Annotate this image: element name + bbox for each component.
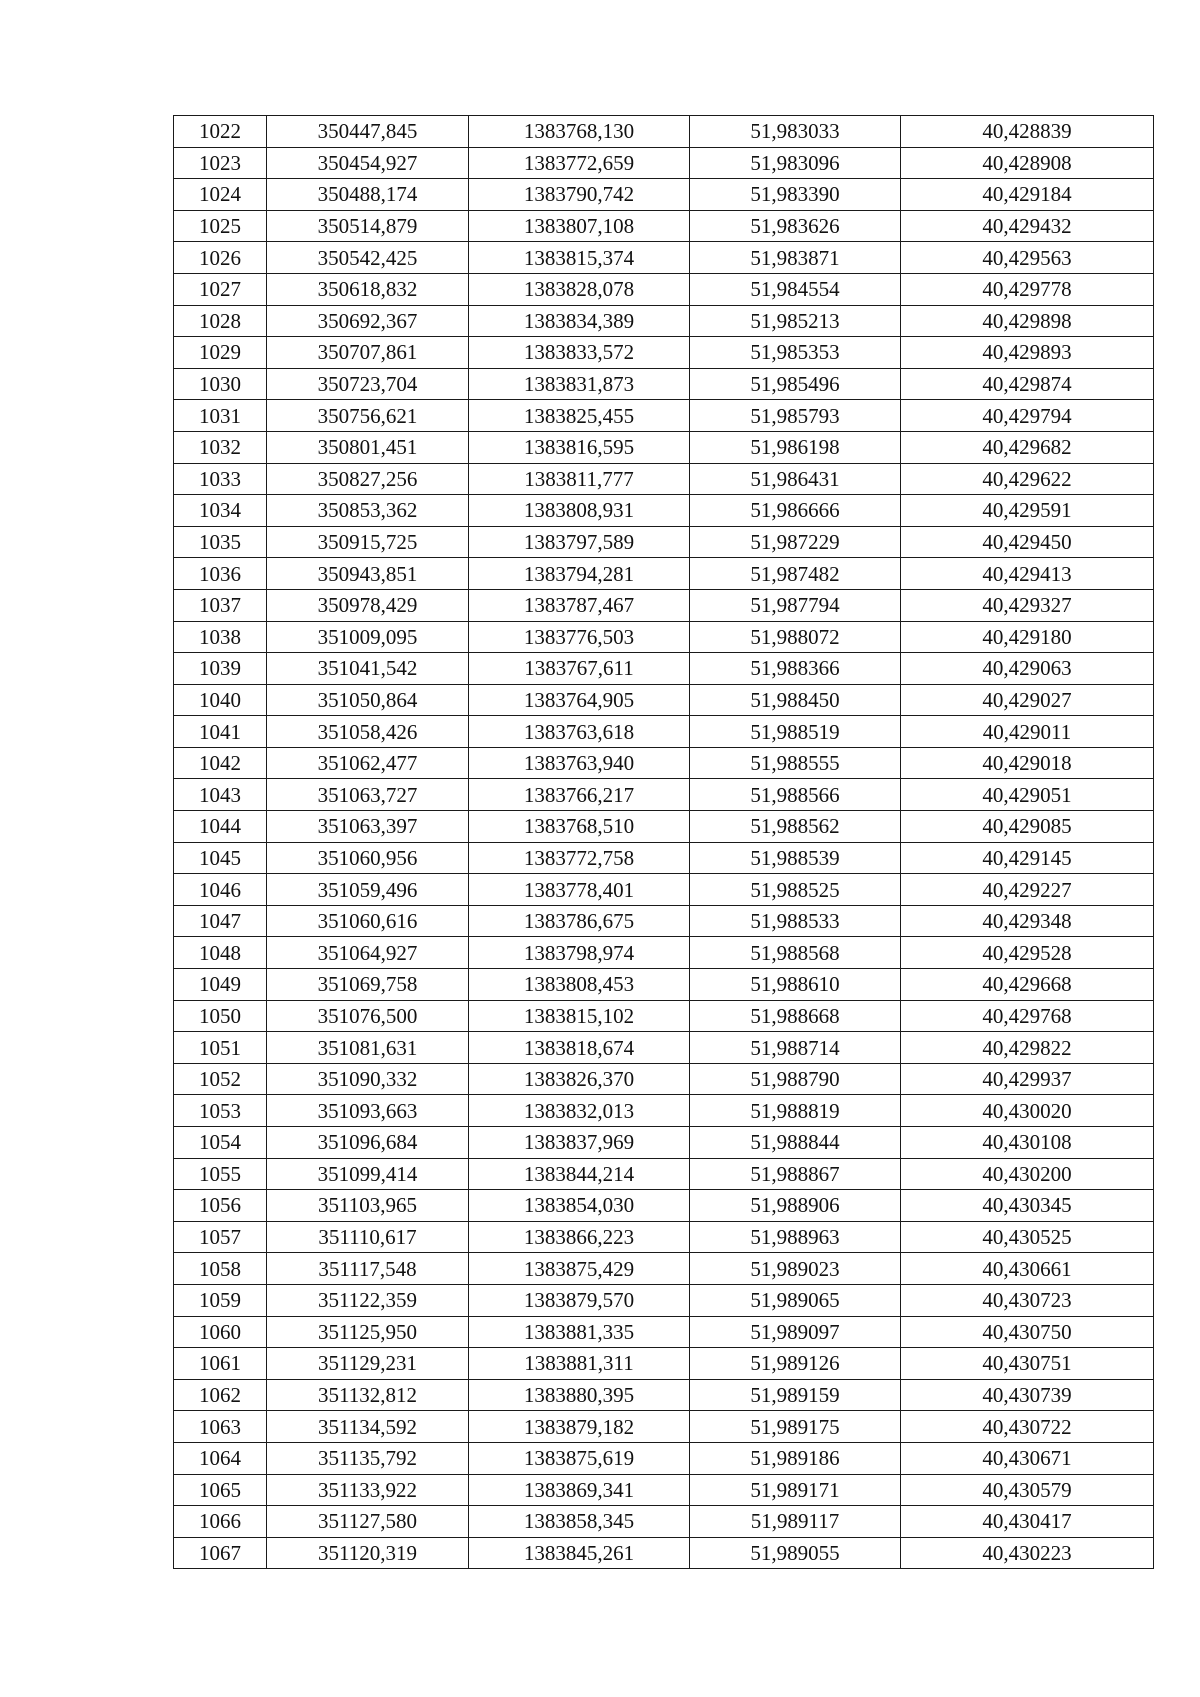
x-coordinate-cell: 350488,174 — [267, 179, 469, 211]
longitude-cell: 40,429668 — [901, 969, 1154, 1001]
point-number-cell: 1025 — [174, 210, 267, 242]
x-coordinate-cell: 350723,704 — [267, 368, 469, 400]
latitude-cell: 51,986431 — [690, 463, 901, 495]
point-number-cell: 1053 — [174, 1095, 267, 1127]
latitude-cell: 51,989159 — [690, 1379, 901, 1411]
point-number-cell: 1058 — [174, 1253, 267, 1285]
table-row — [174, 179, 1154, 211]
x-coordinate-cell: 350454,927 — [267, 147, 469, 179]
table-row — [174, 1348, 1154, 1380]
latitude-cell: 51,987794 — [690, 589, 901, 621]
x-coordinate-cell: 351093,663 — [267, 1095, 469, 1127]
y-coordinate-cell: 1383833,572 — [469, 337, 690, 369]
longitude-cell: 40,429794 — [901, 400, 1154, 432]
table-row — [174, 653, 1154, 685]
y-coordinate-cell: 1383794,281 — [469, 558, 690, 590]
table-row — [174, 116, 1154, 148]
x-coordinate-cell: 350447,845 — [267, 116, 469, 148]
y-coordinate-cell: 1383786,675 — [469, 905, 690, 937]
table-row — [174, 937, 1154, 969]
y-coordinate-cell: 1383816,595 — [469, 431, 690, 463]
point-number-cell: 1036 — [174, 558, 267, 590]
latitude-cell: 51,988668 — [690, 1000, 901, 1032]
x-coordinate-cell: 350618,832 — [267, 273, 469, 305]
x-coordinate-cell: 351127,580 — [267, 1506, 469, 1538]
point-number-cell: 1029 — [174, 337, 267, 369]
longitude-cell: 40,429180 — [901, 621, 1154, 653]
x-coordinate-cell: 351041,542 — [267, 653, 469, 685]
y-coordinate-cell: 1383828,078 — [469, 273, 690, 305]
table-row — [174, 1379, 1154, 1411]
table-row — [174, 526, 1154, 558]
point-number-cell: 1046 — [174, 874, 267, 906]
longitude-cell: 40,428839 — [901, 116, 1154, 148]
y-coordinate-cell: 1383797,589 — [469, 526, 690, 558]
x-coordinate-cell: 351133,922 — [267, 1474, 469, 1506]
point-number-cell: 1048 — [174, 937, 267, 969]
longitude-cell: 40,430200 — [901, 1158, 1154, 1190]
x-coordinate-cell: 351076,500 — [267, 1000, 469, 1032]
y-coordinate-cell: 1383875,429 — [469, 1253, 690, 1285]
y-coordinate-cell: 1383811,777 — [469, 463, 690, 495]
x-coordinate-cell: 351122,359 — [267, 1284, 469, 1316]
point-number-cell: 1023 — [174, 147, 267, 179]
x-coordinate-cell: 350827,256 — [267, 463, 469, 495]
longitude-cell: 40,428908 — [901, 147, 1154, 179]
point-number-cell: 1033 — [174, 463, 267, 495]
x-coordinate-cell: 351099,414 — [267, 1158, 469, 1190]
x-coordinate-cell: 350514,879 — [267, 210, 469, 242]
point-number-cell: 1054 — [174, 1127, 267, 1159]
latitude-cell: 51,989117 — [690, 1506, 901, 1538]
y-coordinate-cell: 1383858,345 — [469, 1506, 690, 1538]
table-row — [174, 747, 1154, 779]
y-coordinate-cell: 1383869,341 — [469, 1474, 690, 1506]
table-row — [174, 1158, 1154, 1190]
table-row — [174, 1127, 1154, 1159]
longitude-cell: 40,430750 — [901, 1316, 1154, 1348]
latitude-cell: 51,988555 — [690, 747, 901, 779]
x-coordinate-cell: 351069,758 — [267, 969, 469, 1001]
latitude-cell: 51,989065 — [690, 1284, 901, 1316]
y-coordinate-cell: 1383772,659 — [469, 147, 690, 179]
point-number-cell: 1050 — [174, 1000, 267, 1032]
latitude-cell: 51,989023 — [690, 1253, 901, 1285]
x-coordinate-cell: 351096,684 — [267, 1127, 469, 1159]
table-row — [174, 621, 1154, 653]
table-row — [174, 1253, 1154, 1285]
table-row — [174, 874, 1154, 906]
longitude-cell: 40,429893 — [901, 337, 1154, 369]
longitude-cell: 40,429937 — [901, 1063, 1154, 1095]
table-row — [174, 1506, 1154, 1538]
longitude-cell: 40,429591 — [901, 495, 1154, 527]
longitude-cell: 40,430345 — [901, 1190, 1154, 1222]
point-number-cell: 1022 — [174, 116, 267, 148]
table-row — [174, 1190, 1154, 1222]
y-coordinate-cell: 1383880,395 — [469, 1379, 690, 1411]
longitude-cell: 40,429327 — [901, 589, 1154, 621]
point-number-cell: 1040 — [174, 684, 267, 716]
x-coordinate-cell: 351060,616 — [267, 905, 469, 937]
y-coordinate-cell: 1383808,931 — [469, 495, 690, 527]
x-coordinate-cell: 351125,950 — [267, 1316, 469, 1348]
table-row — [174, 1411, 1154, 1443]
point-number-cell: 1063 — [174, 1411, 267, 1443]
x-coordinate-cell: 351059,496 — [267, 874, 469, 906]
y-coordinate-cell: 1383831,873 — [469, 368, 690, 400]
longitude-cell: 40,429018 — [901, 747, 1154, 779]
y-coordinate-cell: 1383845,261 — [469, 1537, 690, 1569]
point-number-cell: 1067 — [174, 1537, 267, 1569]
y-coordinate-cell: 1383834,389 — [469, 305, 690, 337]
point-number-cell: 1024 — [174, 179, 267, 211]
latitude-cell: 51,986198 — [690, 431, 901, 463]
point-number-cell: 1049 — [174, 969, 267, 1001]
latitude-cell: 51,988963 — [690, 1221, 901, 1253]
x-coordinate-cell: 350692,367 — [267, 305, 469, 337]
y-coordinate-cell: 1383807,108 — [469, 210, 690, 242]
longitude-cell: 40,430723 — [901, 1284, 1154, 1316]
point-number-cell: 1026 — [174, 242, 267, 274]
y-coordinate-cell: 1383881,311 — [469, 1348, 690, 1380]
x-coordinate-cell: 351063,397 — [267, 811, 469, 843]
y-coordinate-cell: 1383778,401 — [469, 874, 690, 906]
latitude-cell: 51,986666 — [690, 495, 901, 527]
point-number-cell: 1038 — [174, 621, 267, 653]
latitude-cell: 51,988867 — [690, 1158, 901, 1190]
latitude-cell: 51,989171 — [690, 1474, 901, 1506]
y-coordinate-cell: 1383832,013 — [469, 1095, 690, 1127]
longitude-cell: 40,429563 — [901, 242, 1154, 274]
latitude-cell: 51,988525 — [690, 874, 901, 906]
longitude-cell: 40,429063 — [901, 653, 1154, 685]
latitude-cell: 51,988366 — [690, 653, 901, 685]
y-coordinate-cell: 1383825,455 — [469, 400, 690, 432]
y-coordinate-cell: 1383875,619 — [469, 1442, 690, 1474]
point-number-cell: 1035 — [174, 526, 267, 558]
longitude-cell: 40,429768 — [901, 1000, 1154, 1032]
x-coordinate-cell: 350707,861 — [267, 337, 469, 369]
y-coordinate-cell: 1383768,130 — [469, 116, 690, 148]
latitude-cell: 51,988819 — [690, 1095, 901, 1127]
coordinates-table — [173, 115, 1154, 1569]
table-row — [174, 1474, 1154, 1506]
table-row — [174, 1221, 1154, 1253]
latitude-cell: 51,984554 — [690, 273, 901, 305]
point-number-cell: 1059 — [174, 1284, 267, 1316]
y-coordinate-cell: 1383815,102 — [469, 1000, 690, 1032]
y-coordinate-cell: 1383815,374 — [469, 242, 690, 274]
longitude-cell: 40,429822 — [901, 1032, 1154, 1064]
x-coordinate-cell: 351060,956 — [267, 842, 469, 874]
longitude-cell: 40,430739 — [901, 1379, 1154, 1411]
table-row — [174, 1442, 1154, 1474]
longitude-cell: 40,429682 — [901, 431, 1154, 463]
longitude-cell: 40,429227 — [901, 874, 1154, 906]
longitude-cell: 40,430661 — [901, 1253, 1154, 1285]
latitude-cell: 51,988450 — [690, 684, 901, 716]
latitude-cell: 51,983033 — [690, 116, 901, 148]
longitude-cell: 40,429085 — [901, 811, 1154, 843]
point-number-cell: 1060 — [174, 1316, 267, 1348]
longitude-cell: 40,429432 — [901, 210, 1154, 242]
latitude-cell: 51,983871 — [690, 242, 901, 274]
coordinates-table-body — [174, 116, 1154, 1569]
x-coordinate-cell: 350853,362 — [267, 495, 469, 527]
table-row — [174, 1032, 1154, 1064]
latitude-cell: 51,987229 — [690, 526, 901, 558]
table-row — [174, 811, 1154, 843]
table-row — [174, 969, 1154, 1001]
point-number-cell: 1062 — [174, 1379, 267, 1411]
y-coordinate-cell: 1383808,453 — [469, 969, 690, 1001]
y-coordinate-cell: 1383798,974 — [469, 937, 690, 969]
longitude-cell: 40,429348 — [901, 905, 1154, 937]
x-coordinate-cell: 351062,477 — [267, 747, 469, 779]
point-number-cell: 1034 — [174, 495, 267, 527]
x-coordinate-cell: 351110,617 — [267, 1221, 469, 1253]
table-row — [174, 273, 1154, 305]
x-coordinate-cell: 350756,621 — [267, 400, 469, 432]
x-coordinate-cell: 351103,965 — [267, 1190, 469, 1222]
table-row — [174, 842, 1154, 874]
table-row — [174, 463, 1154, 495]
longitude-cell: 40,429778 — [901, 273, 1154, 305]
latitude-cell: 51,988568 — [690, 937, 901, 969]
table-row — [174, 589, 1154, 621]
y-coordinate-cell: 1383768,510 — [469, 811, 690, 843]
point-number-cell: 1032 — [174, 431, 267, 463]
latitude-cell: 51,989055 — [690, 1537, 901, 1569]
latitude-cell: 51,988566 — [690, 779, 901, 811]
y-coordinate-cell: 1383818,674 — [469, 1032, 690, 1064]
point-number-cell: 1055 — [174, 1158, 267, 1190]
table-row — [174, 210, 1154, 242]
y-coordinate-cell: 1383767,611 — [469, 653, 690, 685]
latitude-cell: 51,989126 — [690, 1348, 901, 1380]
table-row — [174, 716, 1154, 748]
table-row — [174, 1095, 1154, 1127]
x-coordinate-cell: 351132,812 — [267, 1379, 469, 1411]
longitude-cell: 40,430020 — [901, 1095, 1154, 1127]
latitude-cell: 51,989175 — [690, 1411, 901, 1443]
x-coordinate-cell: 351134,592 — [267, 1411, 469, 1443]
latitude-cell: 51,988906 — [690, 1190, 901, 1222]
point-number-cell: 1066 — [174, 1506, 267, 1538]
latitude-cell: 51,988844 — [690, 1127, 901, 1159]
latitude-cell: 51,983390 — [690, 179, 901, 211]
y-coordinate-cell: 1383879,182 — [469, 1411, 690, 1443]
longitude-cell: 40,430751 — [901, 1348, 1154, 1380]
y-coordinate-cell: 1383881,335 — [469, 1316, 690, 1348]
y-coordinate-cell: 1383837,969 — [469, 1127, 690, 1159]
latitude-cell: 51,989186 — [690, 1442, 901, 1474]
point-number-cell: 1031 — [174, 400, 267, 432]
latitude-cell: 51,989097 — [690, 1316, 901, 1348]
point-number-cell: 1044 — [174, 811, 267, 843]
y-coordinate-cell: 1383766,217 — [469, 779, 690, 811]
point-number-cell: 1042 — [174, 747, 267, 779]
x-coordinate-cell: 351064,927 — [267, 937, 469, 969]
x-coordinate-cell: 350978,429 — [267, 589, 469, 621]
point-number-cell: 1064 — [174, 1442, 267, 1474]
latitude-cell: 51,983626 — [690, 210, 901, 242]
longitude-cell: 40,429027 — [901, 684, 1154, 716]
y-coordinate-cell: 1383776,503 — [469, 621, 690, 653]
latitude-cell: 51,988610 — [690, 969, 901, 1001]
latitude-cell: 51,988539 — [690, 842, 901, 874]
y-coordinate-cell: 1383790,742 — [469, 179, 690, 211]
point-number-cell: 1039 — [174, 653, 267, 685]
longitude-cell: 40,429184 — [901, 179, 1154, 211]
x-coordinate-cell: 351081,631 — [267, 1032, 469, 1064]
x-coordinate-cell: 351129,231 — [267, 1348, 469, 1380]
y-coordinate-cell: 1383879,570 — [469, 1284, 690, 1316]
table-row — [174, 1063, 1154, 1095]
point-number-cell: 1052 — [174, 1063, 267, 1095]
point-number-cell: 1045 — [174, 842, 267, 874]
latitude-cell: 51,988714 — [690, 1032, 901, 1064]
table-row — [174, 242, 1154, 274]
table-row — [174, 337, 1154, 369]
x-coordinate-cell: 350915,725 — [267, 526, 469, 558]
point-number-cell: 1037 — [174, 589, 267, 621]
longitude-cell: 40,429051 — [901, 779, 1154, 811]
table-row — [174, 1284, 1154, 1316]
latitude-cell: 51,985793 — [690, 400, 901, 432]
table-row — [174, 368, 1154, 400]
latitude-cell: 51,985353 — [690, 337, 901, 369]
x-coordinate-cell: 351090,332 — [267, 1063, 469, 1095]
longitude-cell: 40,430525 — [901, 1221, 1154, 1253]
table-row — [174, 1000, 1154, 1032]
table-row — [174, 684, 1154, 716]
point-number-cell: 1043 — [174, 779, 267, 811]
longitude-cell: 40,429450 — [901, 526, 1154, 558]
y-coordinate-cell: 1383844,214 — [469, 1158, 690, 1190]
longitude-cell: 40,430579 — [901, 1474, 1154, 1506]
y-coordinate-cell: 1383866,223 — [469, 1221, 690, 1253]
y-coordinate-cell: 1383763,940 — [469, 747, 690, 779]
y-coordinate-cell: 1383787,467 — [469, 589, 690, 621]
longitude-cell: 40,429413 — [901, 558, 1154, 590]
point-number-cell: 1065 — [174, 1474, 267, 1506]
latitude-cell: 51,988519 — [690, 716, 901, 748]
longitude-cell: 40,430223 — [901, 1537, 1154, 1569]
point-number-cell: 1041 — [174, 716, 267, 748]
point-number-cell: 1061 — [174, 1348, 267, 1380]
latitude-cell: 51,988562 — [690, 811, 901, 843]
point-number-cell: 1057 — [174, 1221, 267, 1253]
latitude-cell: 51,985496 — [690, 368, 901, 400]
y-coordinate-cell: 1383826,370 — [469, 1063, 690, 1095]
point-number-cell: 1047 — [174, 905, 267, 937]
table-row — [174, 400, 1154, 432]
point-number-cell: 1051 — [174, 1032, 267, 1064]
point-number-cell: 1030 — [174, 368, 267, 400]
x-coordinate-cell: 350801,451 — [267, 431, 469, 463]
table-row — [174, 147, 1154, 179]
table-row — [174, 495, 1154, 527]
point-number-cell: 1028 — [174, 305, 267, 337]
y-coordinate-cell: 1383763,618 — [469, 716, 690, 748]
longitude-cell: 40,429145 — [901, 842, 1154, 874]
x-coordinate-cell: 351050,864 — [267, 684, 469, 716]
latitude-cell: 51,985213 — [690, 305, 901, 337]
longitude-cell: 40,429898 — [901, 305, 1154, 337]
longitude-cell: 40,430722 — [901, 1411, 1154, 1443]
table-row — [174, 1537, 1154, 1569]
latitude-cell: 51,987482 — [690, 558, 901, 590]
latitude-cell: 51,988533 — [690, 905, 901, 937]
longitude-cell: 40,430108 — [901, 1127, 1154, 1159]
longitude-cell: 40,430417 — [901, 1506, 1154, 1538]
latitude-cell: 51,983096 — [690, 147, 901, 179]
point-number-cell: 1027 — [174, 273, 267, 305]
table-row — [174, 905, 1154, 937]
x-coordinate-cell: 350943,851 — [267, 558, 469, 590]
point-number-cell: 1056 — [174, 1190, 267, 1222]
x-coordinate-cell: 351058,426 — [267, 716, 469, 748]
x-coordinate-cell: 350542,425 — [267, 242, 469, 274]
longitude-cell: 40,429874 — [901, 368, 1154, 400]
longitude-cell: 40,429011 — [901, 716, 1154, 748]
longitude-cell: 40,429528 — [901, 937, 1154, 969]
y-coordinate-cell: 1383764,905 — [469, 684, 690, 716]
table-row — [174, 558, 1154, 590]
longitude-cell: 40,429622 — [901, 463, 1154, 495]
longitude-cell: 40,430671 — [901, 1442, 1154, 1474]
x-coordinate-cell: 351009,095 — [267, 621, 469, 653]
table-row — [174, 305, 1154, 337]
x-coordinate-cell: 351117,548 — [267, 1253, 469, 1285]
table-row — [174, 779, 1154, 811]
latitude-cell: 51,988072 — [690, 621, 901, 653]
table-row — [174, 431, 1154, 463]
x-coordinate-cell: 351135,792 — [267, 1442, 469, 1474]
table-row — [174, 1316, 1154, 1348]
x-coordinate-cell: 351063,727 — [267, 779, 469, 811]
latitude-cell: 51,988790 — [690, 1063, 901, 1095]
y-coordinate-cell: 1383854,030 — [469, 1190, 690, 1222]
x-coordinate-cell: 351120,319 — [267, 1537, 469, 1569]
y-coordinate-cell: 1383772,758 — [469, 842, 690, 874]
